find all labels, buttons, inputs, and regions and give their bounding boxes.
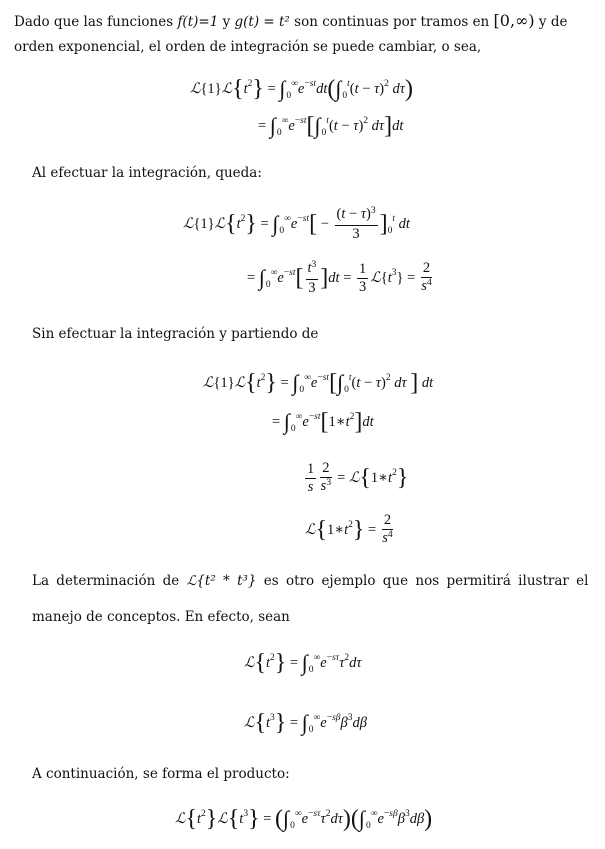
interval-expression: [0,∞): [493, 11, 535, 30]
paragraph-4-line-2: manejo de conceptos. En efecto, sean: [32, 609, 290, 625]
text-fragment: son continuas por tramos en: [289, 14, 494, 30]
laplace-convolution-expression: ℒ{t² * t³}: [186, 573, 257, 589]
equation-1-line-2: = $\int_0^\infty e^{-st}[\int_0^t(t - \tau)^2$ dτ]dt: [258, 113, 404, 139]
equation-2-line-2: = $\int_0^\infty e^{-st}$[ $\frac{t^3}{3}$ ]dt = $\frac{1}{3}$ $ℒ\{t^3\}$ = $\frac{2}{s^4}$: [247, 260, 432, 296]
text-fragment: es otro ejemplo que nos permitirá ilustrar el: [256, 573, 589, 589]
equation-1-line-1: $ℒ\{1\}ℒ\{t^2\} = \int_0^\infty e^{-st}dt(\int_0^t(t - \tau)^2$ dτ): [190, 76, 413, 102]
paragraph-5: A continuación, se forma el producto:: [32, 766, 290, 782]
equation-3-line-2: = $\int_0^\infty e^{-st}[1∗t^2]dt$: [272, 409, 374, 435]
text-fragment: La determinación de: [32, 573, 187, 589]
text-fragment: y: [218, 14, 235, 30]
equation-5: $ℒ\{t^2\}ℒ\{t^3\} = (\int_0^\infty e^{-s\tau}\tau^2d\tau)(\int_0^\infty e^{-s\beta}\beta^3d\beta)$: [175, 806, 433, 832]
equation-4-line-1: $ℒ\{t^2\} = \int_0^\infty e^{-s\tau}\tau^2d\tau$: [244, 650, 362, 676]
g-expression: g(t) = t²: [234, 14, 290, 30]
equation-3-line-1: $ℒ\{1\}ℒ\{t^2\} = \int_0^\infty e^{-st}[\int_0^t(t - \tau)^2$ dτ ] dt: [203, 370, 434, 396]
paragraph-1-line-2: orden exponencial, el orden de integración se puede cambiar, o sea,: [14, 39, 482, 55]
equation-3-line-3: $\frac{1}{s}$ $\frac{2}{s^3}$ = $ℒ\{1∗t^2\}$: [307, 460, 409, 495]
text-fragment: y de: [534, 14, 568, 30]
f-expression: f(t)=1: [177, 14, 219, 30]
paragraph-4-line-1: [32, 572, 588, 590]
paragraph-3: Sin efectuar la integración y partiendo de: [32, 326, 319, 342]
paragraph-2: Al efectuar la integración, queda:: [32, 165, 262, 181]
equation-2-line-1: $ℒ\{1\}ℒ\{t^2\} = \int_0^\infty e^{-st}$[ − $\frac{(t - \tau)^3}{3}$ ]$_0^t$ dt: [183, 206, 410, 242]
text-fragment: Dado que las funciones: [14, 14, 178, 30]
paragraph-1-line-1: [14, 12, 567, 31]
equation-3-line-4: $ℒ\{1∗t^2\}$ = $\frac{2}{s^4}$: [305, 512, 393, 546]
equation-4-line-2: $ℒ\{t^3\} = \int_0^\infty e^{-s\beta}\beta^3d\beta$: [244, 710, 367, 736]
